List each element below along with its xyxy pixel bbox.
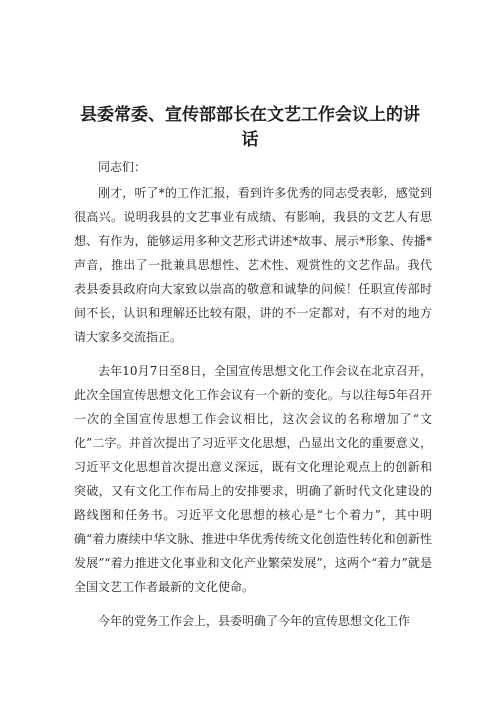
salutation: 同志们：: [98, 160, 147, 174]
paragraph-conference: 去年10月7日至8日，全国宣传思想文化工作会议在北京召开，此次全国宣传思想文化工作会议有一个新的变化。与以往每5年召开一次的全国宣传思想工作会议相比，这次会议的名称增加了“文化”二字。并首次提出了习近平文化思想，凸显出文化的重要意义，习近平文化思想首次提出意义深远，既有文化理论观点上的创新和突破，又有文化工作布局上的安排要求，明确了新时代文化建设的路线图和任务书。习近平文化思想的核心是“七个着力”，其中明确“着力赓续中华文脉、推进中华优秀传统文化创造性转化和创新性发展”“着力推进文化事业和文化产业繁荣发展”，这两个“着力”就是全国文艺工作者最新的文化使命。: [74, 364, 432, 594]
paragraph-opening: 刚才，听了*的工作汇报，看到许多优秀的同志受表彰，感觉到很高兴。说明我县的文艺事业有成绩、有影响，我县的文艺人有思想、有作为，能够运用多种文艺形式讲述*故事、展示*形象、传播*声音，推出了一批兼具思想性、艺术性、观赏性的文艺作品。我代表县委县政府向大家致以崇高的敬意和诚挚的问候！任职宣传部时间不长，认识和理解还比较有限，讲的不一定都对，有不对的地方请大家多交流指正。: [74, 186, 432, 344]
document-body: [74, 155, 432, 633]
paragraph-party-meeting: 今年的党务工作会上，县委明确了今年的宣传思想文化工作: [98, 614, 411, 628]
document-title: 县委常委、宣传部部长在文艺工作会议上的讲话: [80, 105, 420, 150]
